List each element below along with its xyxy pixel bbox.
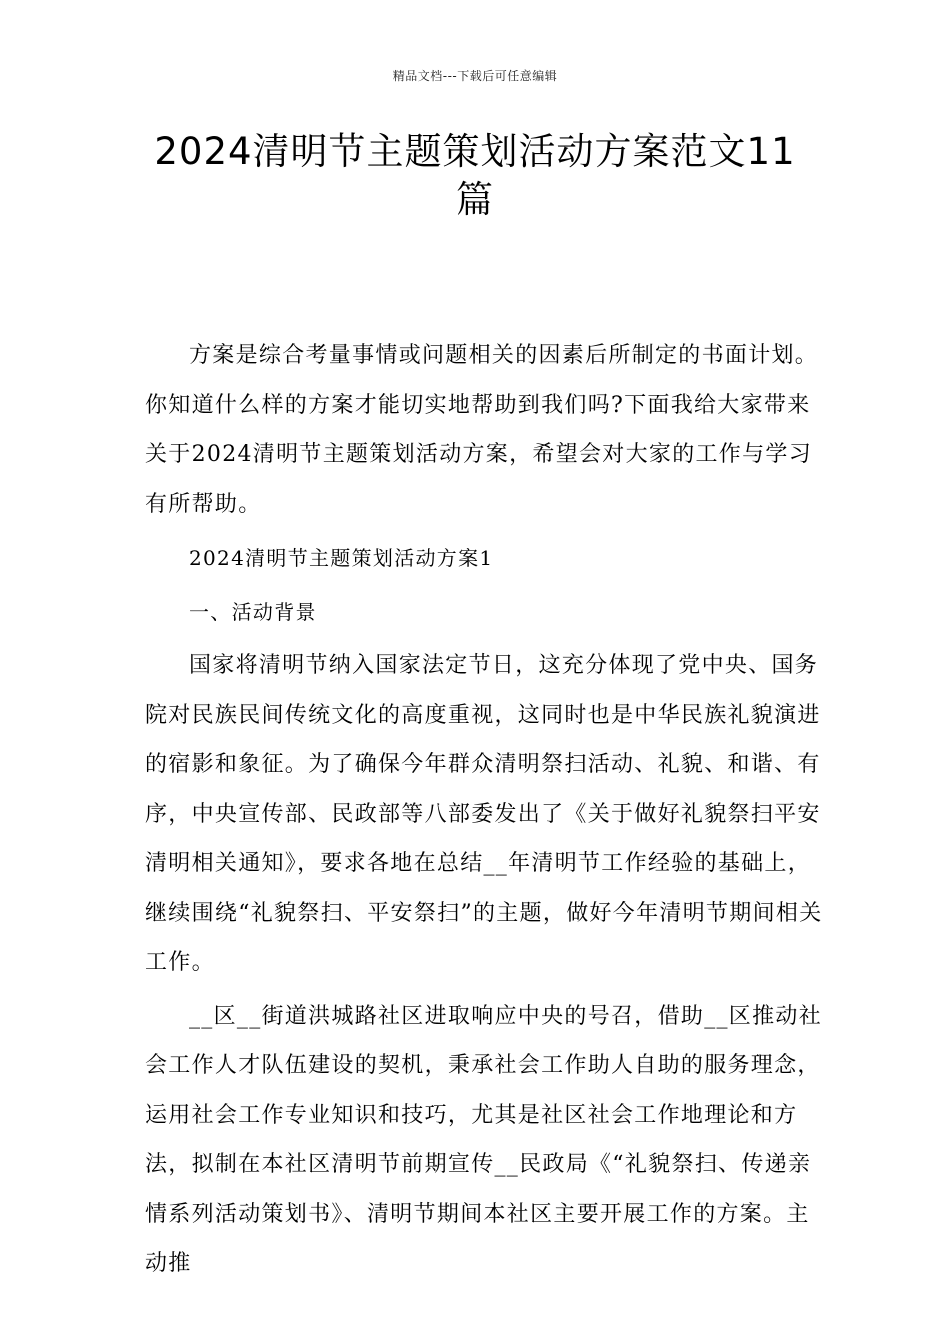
header-note: 精品文档---下载后可任意编辑	[392, 69, 558, 83]
document-title: 2024清明节主题策划活动方案范文11篇	[154, 130, 796, 221]
section-heading: 一、活动背景	[189, 600, 317, 624]
background-paragraph-2: __区__街道洪城路社区进取响应中央的号召，借助__区推动社会工作人才队伍建设的契机，秉承社会工作助人自助的服务理念，运用社会工作专业知识和技巧，尤其是社区社会工作地理论和方法，拟制在本社区清明节前期宣传__民政局《“礼貌祭扫、传递亲情系列活动策划书》、清明节期间本社区主要开展工作的方案。主动推	[145, 1003, 823, 1276]
intro-paragraph: 方案是综合考量事情或问题相关的因素后所制定的书面计划。你知道什么样的方案才能切实地帮助到我们吗?下面我给大家带来关于2024清明节主题策划活动方案，希望会对大家的工作与学习有所帮助。	[145, 343, 819, 517]
section-title: 2024清明节主题策划活动方案1	[189, 546, 494, 570]
document-body	[145, 331, 825, 1289]
background-paragraph-1: 国家将清明节纳入国家法定节日，这充分体现了党中央、国务院对民族民间传统文化的高度重视，这同时也是中华民族礼貌演进的宿影和象征。为了确保今年群众清明祭扫活动、礼貌、和谐、有序，中央宣传部、民政部等八部委发出了《关于做好礼貌祭扫平安清明相关通知》，要求各地在总结__年清明节工作经验的基础上，继续围绕“礼貌祭扫、平安祭扫”的主题，做好今年清明节期间相关工作。	[145, 653, 823, 975]
